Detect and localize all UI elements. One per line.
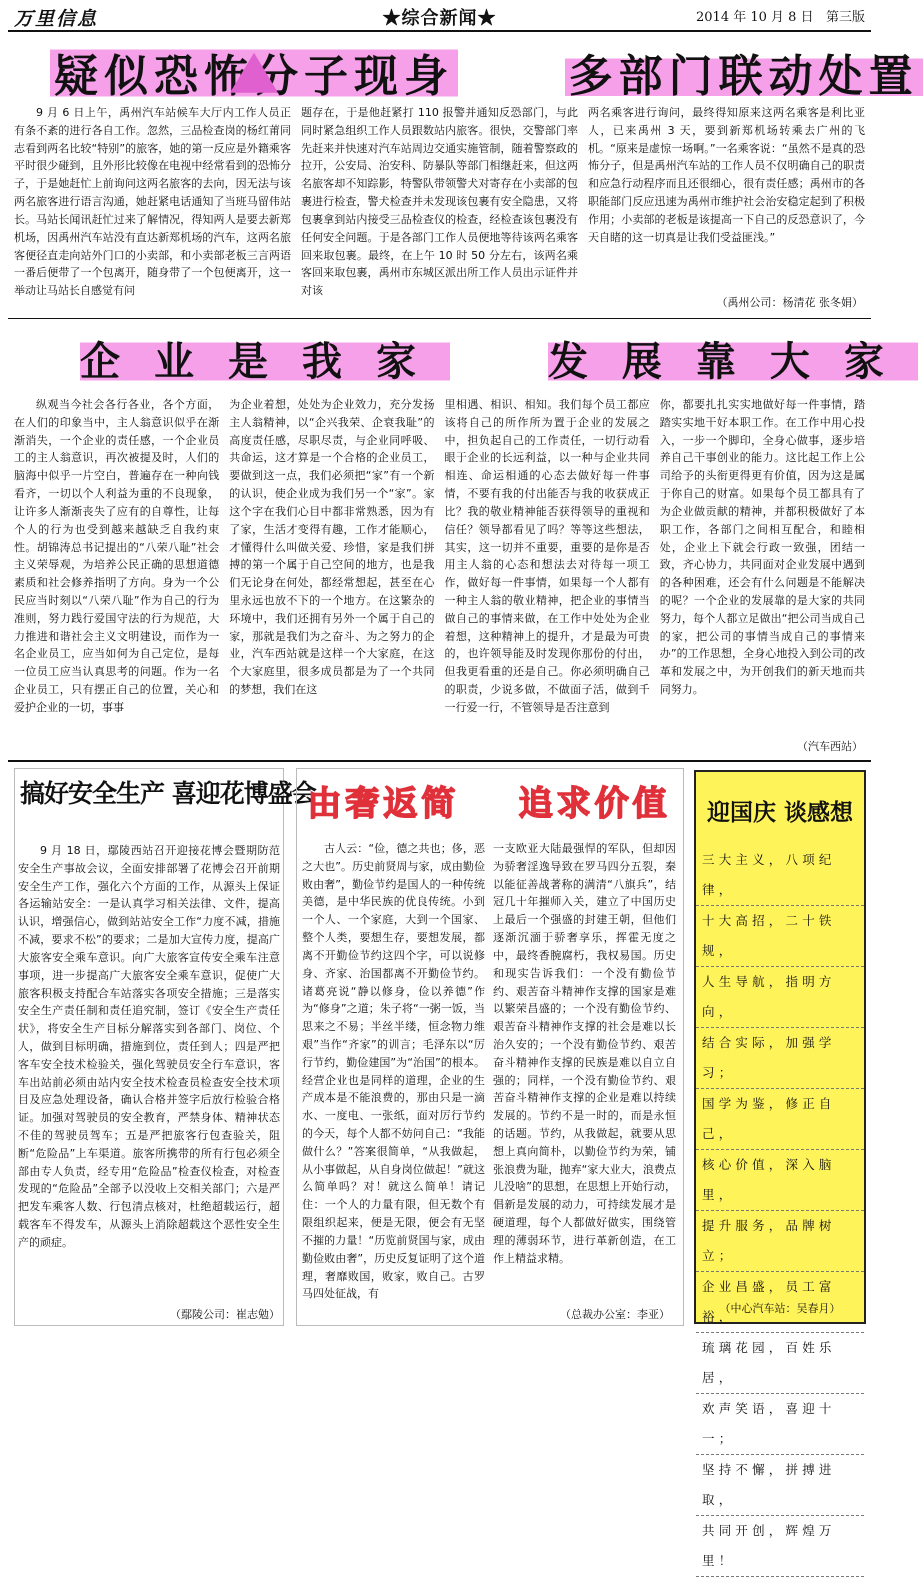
article2-col2: 为企业着想，处处为企业效力，充分发扬主人翁精神，以“企兴我荣、企衰我耻”的高度责任感，尽职尽责，与企业同呼吸、共命运，这才算是一个合格的企业员工，要做到这一点，我们必须把“家”有一个新的认识，使企业成为我们另一个“家”。家这个字在我们心目中都非常熟悉，因为有了家，生活才变得有趣，工作才能顺心，才懂得什么叫做关爱、珍惜，家是我们拼搏的第一个属于自己空间的地方，也是我们无论身在何处，都经常想起，甚至在心里永远也放不下的一个地方。在这繁杂的环境中，我们还拥有另外一个属于自己的家，那就是我们为之奋斗、为之努力的企业，汽车西站就是这样一个大家庭，在这个大家庭里，很多成员都是为了一个共同的梦想，我们在这 <box>229 398 435 696</box>
header-rule <box>8 30 871 32</box>
article4-body <box>302 840 676 1306</box>
sidebar-motto-line: 人生导航，指明方向， <box>696 967 864 1028</box>
sidebar-motto-line: 欢声笑语，喜迎十一； <box>696 1394 864 1455</box>
article1-title-left: 疑似恐怖分子现身 <box>50 40 458 104</box>
issue-date: 2014 年 10 月 8 日 <box>696 10 814 25</box>
masthead: 万里信息 <box>14 8 99 30</box>
sidebar-motto-line: 琉璃花园，百姓乐居， <box>696 1333 864 1394</box>
article4-byline: （总裁办公室：李亚） <box>560 1308 670 1321</box>
section-title: ★综合新闻★ <box>382 8 497 29</box>
article1-col2: 题存在，于是他赶紧打 110 报警并通知反恐部门，与此同时紧急组织工作人员跟数站内旅客。很快，交警部门率先赶来并快速对汽车站周边交通实施管制，随着警察政的拉开，公安局、治安科、防暴队等部门相继赶来，但这两名旅客却不知踪影，特警队带领警犬对寄存在小卖部的包裹进行检查，警犬检查并未发现该包裹有安全隐患，又将包裹拿到站内接受三品检查仪的检查，经检查该包裹没有任何安全问题。于是各部门工作人员便地等待该两名乘客回来取包裹。最终，在上午 10 时 50 分左右，该两名乘客回来取包裹，禹州市东城区派出所工作人员出示证件并对该 <box>301 106 578 298</box>
sidebar-motto-line: 坚持不懈，拼搏进取， <box>696 1455 864 1516</box>
article3-text: 9 月 18 日，鄢陵西站召开迎接花博会暨期防范安全生产事故会议，全面安排部署了花博会召开前期安全生产工作，强化六个方面的工作，从源头上保证各运输站安全：一是认真学习相关法律、文件，提高认识，增强信心，做到站站安全工作“力度不减，措施不减，要求不松”的要求；二是加大宣传力度，提高广大旅客安全乘车意识。向广大旅客宣传安全乘车注意事项，进一步提高广大旅客安全乘车意识，促使广大旅客积极支持配合车站落实各项安全措施；三是落实安全生产责任制和责任追究制，签订《安全生产责任状》，将安全生产目标分解落实到各部门、岗位、个人，做到目标明确，措施到位，责任到人；四是严把客车安全技术检验关，强化驾驶员安全行车意识，客车出站前必须由站内安全技术检查员检查安全技术项目及应急处理设备，确认合格并签字后放行检验合格证。加强对驾驶员的安全教育，严禁身体、精神状态不佳的驾驶员驾车；五是严把旅客行包查验关，阻断“危险品”上车渠道。旅客所携带的所有行包必须全部由专人负责，经专用“危险品”检查仪检查，对检查发现的“危险品”全部予以没收上交相关部门；六是严把发车乘客人数、行包清点核对，杜绝超载运行，超载客车不得发车，从源头上消除超载这个恶性安全生产的顽症。 <box>18 844 280 1249</box>
sidebar-byline: （中心汽车站：吴春月） <box>719 1302 841 1315</box>
sidebar-motto-line: 提升服务，品牌树立； <box>696 1211 864 1272</box>
article2-title-right: 发展靠大家 <box>547 338 918 385</box>
dateline <box>696 6 865 25</box>
sidebar-motto-line: 结合实际，加强学习； <box>696 1028 864 1089</box>
article2-col3: 里相遇、相识、相知。我们每个员工都应该将自己的所作所为置于企业的发展之中，担负起自己的工作责任，一切行动看眼于企业的长远利益，以一种与企业共同相连、命运相通的心态去做好每一件事情，不要有我的付出能否与我的收获成正比？我的敬业精神能否获得领导的重视和信任？领导都看见了吗？等等这些想法，其实，这一切并不重要，重要的是你是否用主人翁的心态和想法去对待每一项工作，做好每一件事情，如果每一个人都有一种主人翁的敬业精神，把企业的事情当做自己的事情来做，在工作中处处为企业着想，这种精神上的提升，才是最为可贵的，也许领导能及时发现你那份的付出，但我更看重的还是自己。你必须明确自己的职责，少说多做，不做面子活，做到千一行爱一行，不管领导是否注意到 <box>444 398 650 714</box>
article1-col1: 9 月 6 日上午，禹州汽车站候车大厅内工作人员正有条不紊的进行各自工作。忽然，三品检查岗的杨红莆同志看到两名比较“特别”的旅客，她的第一反应是外籍乘客平时很少碰到，且外形比较像在电视中经常看到的恐怖分子，于是她赶忙上前询问这两名旅客的去向，因无法与该两名旅客进行语言沟通，她赶紧电话通知了当班马留伟站长。马站长闻讯赶忙过来了解情况，得知两人是要去新郑机场，因禹州汽车站没有直达新郑机场的汽车，这两名旅客便径直走向站外门口的小卖部，和小卖部老板三言两语一番后便带了一个包离开，随身带了一个包便离开，这一举动让马站长自感觉有问 <box>14 106 291 298</box>
article2-col4: 你，都要扎扎实实地做好每一件事情，踏踏实实地干好本职工作。在工作中用心投入，一步一个脚印，全身心做事，逐步培养自己干事创业的能力。这比起工作上公司给予的头衔更得更有价值，因为这是属于你自己的财富。如果每个员工都具有了为企业做贡献的精神，并都积极做好了本职工作，各部门之间相互配合，和睦相处，企业上下就会行政一致强，团结一致，齐心协力，共同面对企业发展中遇到的各种困难，还会有什么问题是不能解决的呢？一个企业的发展靠的是大家的共同努力，每个人都立足做出“把公司当成自己的家，把公司的事情当成自己的事情来办”的工作思想，全身心地投入到公司的改革和发展之中，为开创我们的新天地而共同努力。 <box>659 398 865 696</box>
page-number: 第三版 <box>825 10 865 25</box>
article3-byline: （鄢陵公司：崔志勉） <box>170 1308 280 1321</box>
sidebar-motto-line: 核心价值，深入脑里， <box>696 1150 864 1211</box>
sidebar-motto-list <box>696 845 864 1577</box>
article2-col1: 纵观当今社会各行各业，各个方面，在人们的印象当中，主人翁意识似乎在渐渐消失，一个企业的责任感，一个企业员工的主人翁意识，再次被提及时，人们的脑海中似乎一片空白，普遍存在一种向钱看齐，一切以个人利益为重的不良现象，让许多人渐渐丧失了应有的自尊性，让每个人的行为也受到越来越缺乏自我约束性。胡锦涛总书记提出的“八荣八耻”社会主义荣辱观，为培养公民正确的思想道德素质和社会修养指明了方向。身为一个公民应当时刻以“八荣八耻”作为自己的行为准则，努力践行爱国守法的行为规范，大力推进和谐社会主义文明建设，而作为一名企业员工，应当如何为自己定位，是每一位员工应当认真思考的问题。作为一名企业员工，只有摆正自己的位置，关心和爱护企业的一切，事事 <box>14 398 220 714</box>
article4-col2: 一支欧亚大陆最强悍的军队，但却因为骄奢淫逸导致在罗马四分五裂，秦以能征善战著称的满清“八旗兵”，结冠几十年摧师入关，建立了中国历史上最后一个强盛的封建王朝，但他们逐渐沉湎于骄奢享乐，挥霍无度之中，最终香腕腐朽，我权易国。历史和现实告诉我们：一个没有勤俭节约、艰苦奋斗精神作支撑的国家是难以繁荣昌盛的；一个没有勤俭节约、艰苦奋斗精神作支撑的社会是难以长治久安的；一个没有勤俭节约、艰苦奋斗精神作支撑的民族是难以自立自强的；同样，一个没有勤俭节约、艰苦奋斗精神作支撑的企业是难以持续发展的。节约不是一时的，而是永恒的话题。节约，从我做起，就要从思想上真向简朴，以勤俭节约为荣，铺张浪费为耻，抛弃“家大业大，浪费点儿没啥”的思想，在思想上开始行动，倡新是发展的动力，可持续发展才是硬道理，每个人都做好做实，围绕管理的薄弱环节，进行革新创造，在工作上精益求精。 <box>493 842 676 1265</box>
sidebar-title: 迎国庆 谈感想 <box>706 799 853 826</box>
article4-col1: 古人云：“俭，德之共也；侈，恶之大也”。历史前贤周与家，成由勤俭败由奢”，勤俭节约是国人的一种传统美德，是中华民族的优良传统。小到一个人、一个家庭，大到一个国家、整个人类，要想生存，要想发展，都离不开勤俭节约这四个字，可以说修身、齐家、治国都离不开勤俭节约。诸葛亮说“静以修身，俭以养德”作为“修身”之道；朱子将“一粥一饭，当思来之不易；半丝半缕，恒念物力维艰”当作“齐家”的训言；毛泽东以“厉行节约，勤俭建国”为“治国”的根本。经营企业也是同样的道理，企业的生产成本是不能浪费的，那由只是一滴水、一度电、一张纸，面对厉行节约的今天，每个人都不妨问自己：“我能做什么？”答案很简单，“从我做起，从小事做起，从自身岗位做起！”就这么简单吗？对！就这么简单！请记住：一个人的力量有限，但无数个有限组织起来，便是无限，便会有无坚不摧的力量！“历览前贤国与家，成由勤俭败由奢”，历史反复证明了这个道理，奢靡败国，败家，败自己。古罗马四处征战，有 <box>302 842 485 1301</box>
article1-col3: 两名乘客进行询问，最终得知原来这两名乘客是利比亚人，已来禹州 3 天，要到新郑机场转乘去广州的飞机。“原来是虚惊一场啊。”一名乘客说：“虽然不是真的恐怖分子，但是禹州汽车站的工作人员不仅明确自己的职责和应急行动程序而且还很细心，很有责任感；禹州市的各职能部门反应迅速为禹州市维护社会治安稳定起到了积极作用；小卖部的老板是该提高一下自己的反恐意识了，今天自睹的这一切真是让我们受益匪浅。” <box>588 106 865 244</box>
article3-body <box>18 842 280 1298</box>
article4-title-right: 追求价值 <box>518 784 671 824</box>
article1-title-right: 多部门联动处置 <box>565 51 923 102</box>
sidebar-motto-line: 国学为鉴，修正自己， <box>696 1089 864 1150</box>
sidebar-motto-line: 共同开创，辉煌万里！ <box>696 1516 864 1577</box>
article1-headline <box>50 40 923 104</box>
sidebar-motto-line: 企业昌盛，员工富裕， <box>696 1272 864 1333</box>
article3-title: 搞好安全生产 喜迎花博盛会 <box>20 779 316 808</box>
article4-headline <box>300 776 678 825</box>
sidebar-motto-line: 十大高招，二十铁规， <box>696 906 864 967</box>
article2-body <box>14 396 865 752</box>
article1-rule <box>8 318 871 319</box>
sidebar-box <box>694 770 866 1568</box>
article1-body <box>14 104 865 316</box>
article4-title-left: 由奢返简 <box>307 784 460 824</box>
article2-title-left: 企业是我家 <box>80 338 450 385</box>
article1-byline: （禹州公司：杨清花 张冬娟） <box>716 296 863 309</box>
article2-byline: （汽车西站） <box>797 740 863 753</box>
sidebar-motto-line: 三大主义，八项纪律， <box>696 845 864 906</box>
article2-rule <box>8 760 871 762</box>
article2-headline <box>80 330 918 387</box>
